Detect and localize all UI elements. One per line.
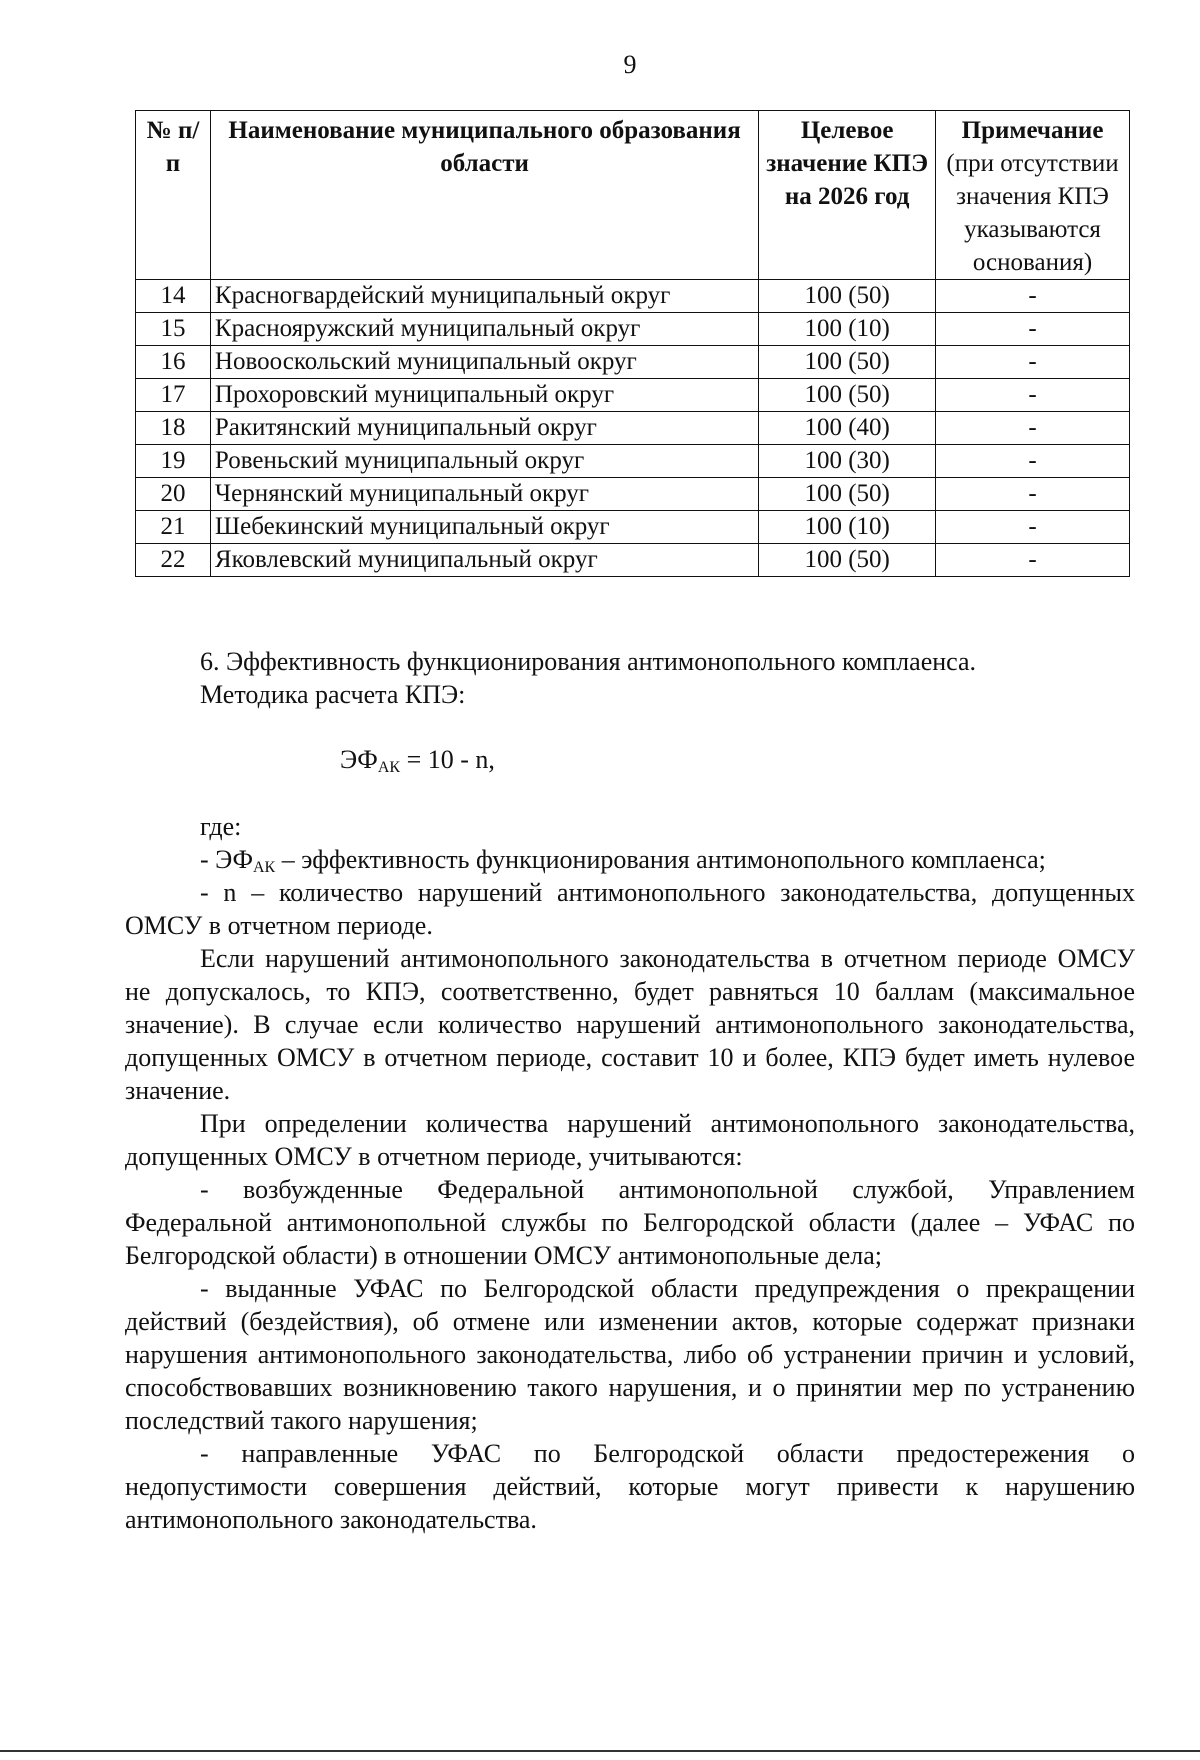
municipality-cell: Прохоровский муниципальный округ	[210, 379, 758, 412]
page-number: 9	[623, 50, 637, 79]
table-row	[136, 544, 1130, 577]
table-row	[136, 445, 1130, 478]
note-cell: -	[936, 511, 1130, 544]
municipality-cell: Яковлевский муниципальный округ	[210, 544, 758, 577]
definition-n: - n – количество нарушений антимонопольного законодательства, допущенных ОМСУ в отчетном периоде.	[125, 878, 1135, 940]
table-row	[136, 379, 1130, 412]
target-value-cell: 100 (10)	[759, 511, 936, 544]
header-note	[936, 111, 1130, 280]
section-heading: 6. Эффективность функционирования антимонопольного комплаенса.	[200, 647, 977, 676]
where-label: где:	[200, 812, 242, 841]
row-number-cell: 20	[136, 478, 211, 511]
table-row	[136, 313, 1130, 346]
formula-symbol: ЭФ	[340, 745, 378, 774]
municipality-cell: Чернянский муниципальный округ	[210, 478, 758, 511]
target-value-cell: 100 (30)	[759, 445, 936, 478]
document-body	[125, 645, 1135, 1536]
row-number-cell: 14	[136, 280, 211, 313]
note-cell: -	[936, 412, 1130, 445]
list-item-cases: - возбужденные Федеральной антимонопольной службой, Управлением Федеральной антимонопольной службы по Белгородской области (далее – УФАС по Белгородской области) в отношении ОМСУ антимонопольные дела;	[125, 1175, 1135, 1270]
target-value-cell: 100 (50)	[759, 346, 936, 379]
note-cell: -	[936, 280, 1130, 313]
target-value-cell: 100 (40)	[759, 412, 936, 445]
municipality-cell: Ровеньский муниципальный округ	[210, 445, 758, 478]
municipality-cell: Красногвардейский муниципальный округ	[210, 280, 758, 313]
table-row	[136, 412, 1130, 445]
kpe-table	[135, 110, 1130, 577]
municipality-cell: Ракитянский муниципальный округ	[210, 412, 758, 445]
table-row	[136, 478, 1130, 511]
table-row	[136, 346, 1130, 379]
formula-expression: = 10 - n,	[400, 745, 495, 774]
row-number-cell: 19	[136, 445, 211, 478]
header-note-detail: (при отсутствии значения КПЭ указываются основания)	[946, 150, 1119, 276]
definition-ef-text: – эффективность функционирования антимонопольного комплаенса;	[275, 845, 1046, 874]
row-number-cell: 18	[136, 412, 211, 445]
definition-ef-symbol: - ЭФ	[200, 845, 253, 874]
table-row	[136, 511, 1130, 544]
row-number-cell: 17	[136, 379, 211, 412]
table-header-row	[136, 111, 1130, 280]
list-item-cautions: - направленные УФАС по Белгородской области предостережения о недопустимости совершения действий, которые могут привести к нарушению антимонопольного законодательства.	[125, 1439, 1135, 1534]
table-body	[136, 280, 1130, 577]
list-item-warnings: - выданные УФАС по Белгородской области предупреждения о прекращении действий (бездействия), об отмене или изменении актов, которые содержат признаки нарушения антимонопольного законодательства, либо об устранении причин и условий, способствовавших возникновению такого нарушения, и о принятии мер по устранению последствий такого нарушения;	[125, 1274, 1135, 1435]
paragraph-zero-violations: Если нарушений антимонопольного законодательства в отчетном периоде ОМСУ не допускалось, то КПЭ, соответственно, будет равняться 10 баллам (максимальное значение). В случае если количество нарушений антимонопольного законодательства, допущенных ОМСУ в отчетном периоде, составит 10 и более, КПЭ будет иметь нулевое значение.	[125, 944, 1135, 1105]
paragraph-counting: При определении количества нарушений антимонопольного законодательства, допущенных ОМСУ в отчетном периоде, учитываются:	[125, 1109, 1135, 1171]
target-value-cell: 100 (50)	[759, 379, 936, 412]
note-cell: -	[936, 445, 1130, 478]
header-number: № п/п	[136, 111, 211, 280]
table-row	[136, 280, 1130, 313]
note-cell: -	[936, 544, 1130, 577]
target-value-cell: 100 (50)	[759, 544, 936, 577]
target-value-cell: 100 (50)	[759, 478, 936, 511]
formula	[265, 743, 1135, 776]
municipality-cell: Новооскольский муниципальный округ	[210, 346, 758, 379]
method-label: Методика расчета КПЭ:	[200, 680, 466, 709]
note-cell: -	[936, 346, 1130, 379]
definition-ef	[125, 843, 1135, 876]
note-cell: -	[936, 478, 1130, 511]
municipality-cell: Шебекинский муниципальный округ	[210, 511, 758, 544]
page-bottom-edge	[0, 1750, 1200, 1752]
municipality-cell: Краснояружский муниципальный округ	[210, 313, 758, 346]
definition-ef-subscript: АК	[253, 859, 276, 876]
header-municipality: Наименование муниципального образования области	[210, 111, 758, 280]
row-number-cell: 15	[136, 313, 211, 346]
formula-subscript: АК	[377, 759, 401, 776]
target-value-cell: 100 (50)	[759, 280, 936, 313]
row-number-cell: 21	[136, 511, 211, 544]
note-cell: -	[936, 379, 1130, 412]
header-note-title: Примечание	[961, 117, 1104, 144]
note-cell: -	[936, 313, 1130, 346]
header-target-value: Целевое значение КПЭ на 2026 год	[759, 111, 936, 280]
row-number-cell: 22	[136, 544, 211, 577]
row-number-cell: 16	[136, 346, 211, 379]
target-value-cell: 100 (10)	[759, 313, 936, 346]
